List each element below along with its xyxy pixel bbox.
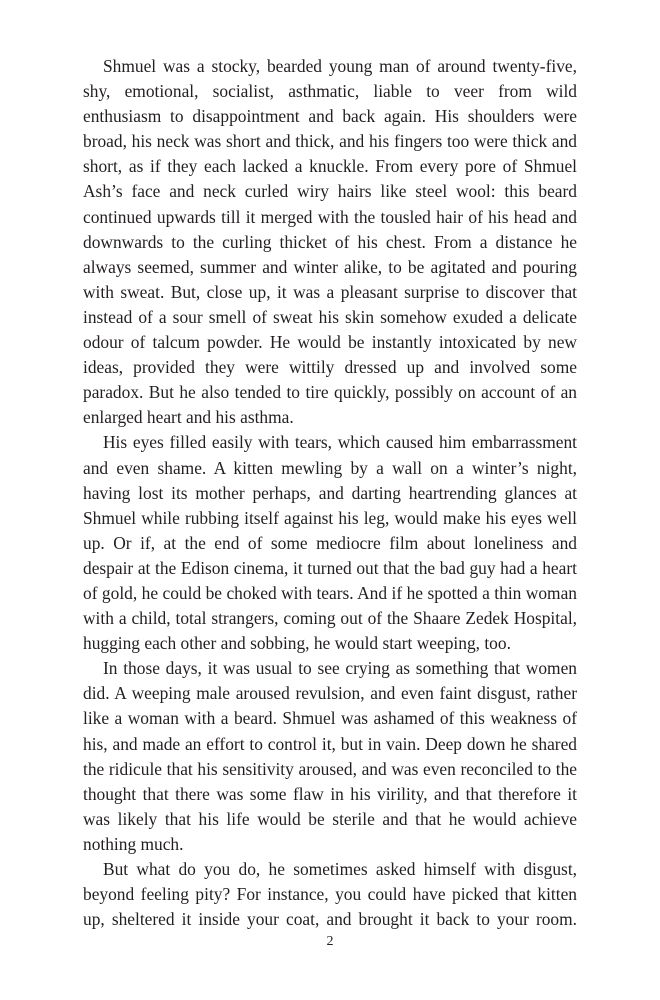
paragraph-1: Shmuel was a stocky, bearded young man of around twenty-five, shy, emotional, socialist, asthmatic, liable to veer from wild enthusiasm to disappointment and back again. His shoulders were broad, his neck was short and thick, and his fingers too were thick and short, as if they each lacked a knuckle. From every pore of Shmuel Ash’s face and neck curled wiry hairs like steel wool: this beard continued upwards till it merged with the tousled hair of his head and downwards to the curling thicket of his chest. From a distance he always seemed, summer and winter alike, to be agitated and pouring with sweat. But, close up, it was a pleasant surprise to discover that instead of a sour smell of sweat his skin somehow exuded a delicate odour of talcum powder. He would be instantly intoxicated by new ideas, provided they were wittily dressed up and involved some paradox. But he also tended to tire quickly, possibly on account of an enlarged heart and his asthma. — [83, 56, 577, 428]
body-text — [83, 54, 577, 932]
paragraph-4: But what do you do, he sometimes asked himself with disgust, beyond feeling pity? For instance, you could have picked that kitten up, sheltered it inside your coat, and brought it back to your room. — [83, 859, 577, 930]
page-number: 2 — [326, 934, 334, 949]
paragraph-2: His eyes filled easily with tears, which caused him embarrassment and even shame. A kitten mewling by a wall on a winter’s night, having lost its mother perhaps, and darting heartrending glances at Shmuel while rubbing itself against his leg, would make his eyes well up. Or if, at the end of some mediocre film about loneliness and despair at the Edison cinema, it turned out that the bad guy had a heart of gold, he could be choked with tears. And if he spotted a thin woman with a child, total strangers, coming out of the Shaare Zedek Hospital, hugging each other and sobbing, he would start weeping, too. — [83, 432, 577, 654]
paragraph-3: In those days, it was usual to see crying as something that women did. A weeping male aroused revulsion, and even faint disgust, rather like a woman with a beard. Shmuel was ashamed of this weakness of his, and made an effort to control it, but in vain. Deep down he shared the ridicule that his sensitivity aroused, and was even reconciled to the thought that there was some flaw in his virility, and that therefore it was likely that his life would be sterile and that he would achieve nothing much. — [83, 658, 577, 854]
